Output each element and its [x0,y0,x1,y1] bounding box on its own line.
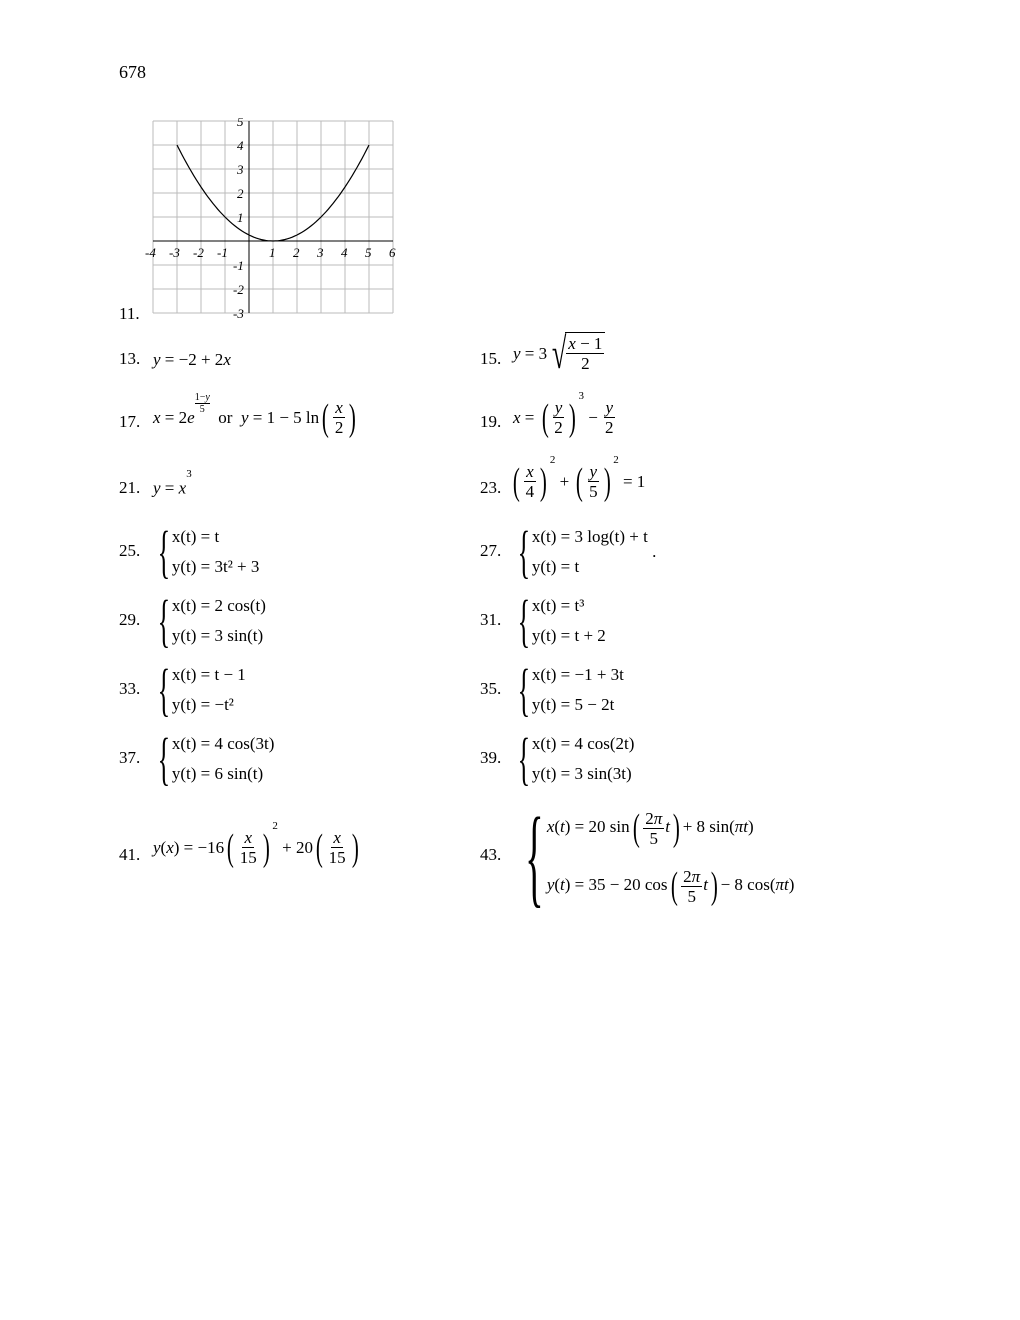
problem-33-answer: { x(t) = t − 1 y(t) = −t² [157,657,246,722]
problem-39-answer: { x(t) = 4 cos(2t) y(t) = 3 sin(3t) [517,726,635,791]
y-tick-label: -3 [233,306,244,321]
problem-13-label: 13. [119,349,141,368]
problem-19-answer: x = ( $\frac{y}{2}$ ) 3 − $\frac{y}{2}$ [513,389,614,439]
problem-23-label: 23. [480,478,502,497]
problem-43-answer: { x(t) = 20 sin( $\frac{2\pi}{5}$ t) + 8 sin(πt) y(t) = 35 − 20 cos( $\frac{2\pi}{5}$ t) − 8 cos(πt) [525,795,795,917]
problem-19-label: 19. [480,412,502,431]
x-tick-label: -4 [145,245,156,260]
problem-39-label: 39. [480,748,502,767]
problem-15-label: 15. [480,349,502,368]
problem-35-answer: { x(t) = −1 + 3t y(t) = 5 − 2t [517,657,624,722]
problem-15-answer: y = 3 √ $\frac{x - 1}{2}$ [513,332,605,376]
problem-13-answer: y = −2 + 2x [153,350,231,369]
x-tick-label: 4 [341,245,348,260]
x-tick-label: 5 [365,245,372,260]
y-tick-label: 5 [237,118,244,129]
x-tick-label: 6 [389,245,396,260]
y-tick-label: 4 [237,138,244,153]
problem-27-answer: { x(t) = 3 log(t) + t y(t) = t . [517,519,657,584]
x-tick-label: -2 [193,245,204,260]
x-tick-label: 1 [269,245,276,260]
problem-17-answer: x = 2 e 1−y 5 or y = 1 − 5 ln ( $\frac{x}{2}$ ) [153,392,357,439]
y-tick-label: -2 [233,282,244,297]
problem-25-answer: { x(t) = t y(t) = 3t² + 3 [157,519,260,584]
problem-17-label: 17. [119,412,141,431]
x-tick-label: -1 [217,245,228,260]
problem-35-label: 35. [480,679,502,698]
problem-31-label: 31. [480,610,502,629]
problem-29-label: 29. [119,610,141,629]
problem-23-answer: ( $\frac{x}{4}$ ) 2 + ( $\frac{y}{5}$ ) 2 = 1 [512,453,646,503]
problem-25-label: 25. [119,541,141,560]
problem-37-label: 37. [119,748,141,767]
x-tick-label: -3 [169,245,180,260]
problem-43-label: 43. [480,845,502,864]
problem-11-graph [145,118,405,324]
y-tick-label: 3 [237,162,244,177]
problem-27-label: 27. [480,541,502,560]
y-tick-label: 1 [237,210,244,225]
problem-31-answer: { x(t) = t³ y(t) = t + 2 [517,588,606,653]
page-number: 678 [119,62,146,82]
problem-41-label: 41. [119,845,141,864]
y-tick-label: 2 [237,186,244,201]
or-text: or [218,407,233,427]
problem-29-answer: { x(t) = 2 cos(t) y(t) = 3 sin(t) [157,588,266,653]
problem-11-label: 11. [119,304,140,323]
problem-37-answer: { x(t) = 4 cos(3t) y(t) = 6 sin(t) [157,726,275,791]
x-tick-label: 3 [317,245,324,260]
problem-21-label: 21. [119,478,141,497]
x-tick-label: 2 [293,245,300,260]
problem-41-answer: y ( x ) = −16 ( $\frac{x}{15}$ ) 2 + 20 ( $\frac{x}{15}$ ) [153,819,359,869]
problem-21-answer: $y = x^3$ [153,468,192,498]
y-tick-label: -1 [233,258,244,273]
problem-33-label: 33. [119,679,141,698]
